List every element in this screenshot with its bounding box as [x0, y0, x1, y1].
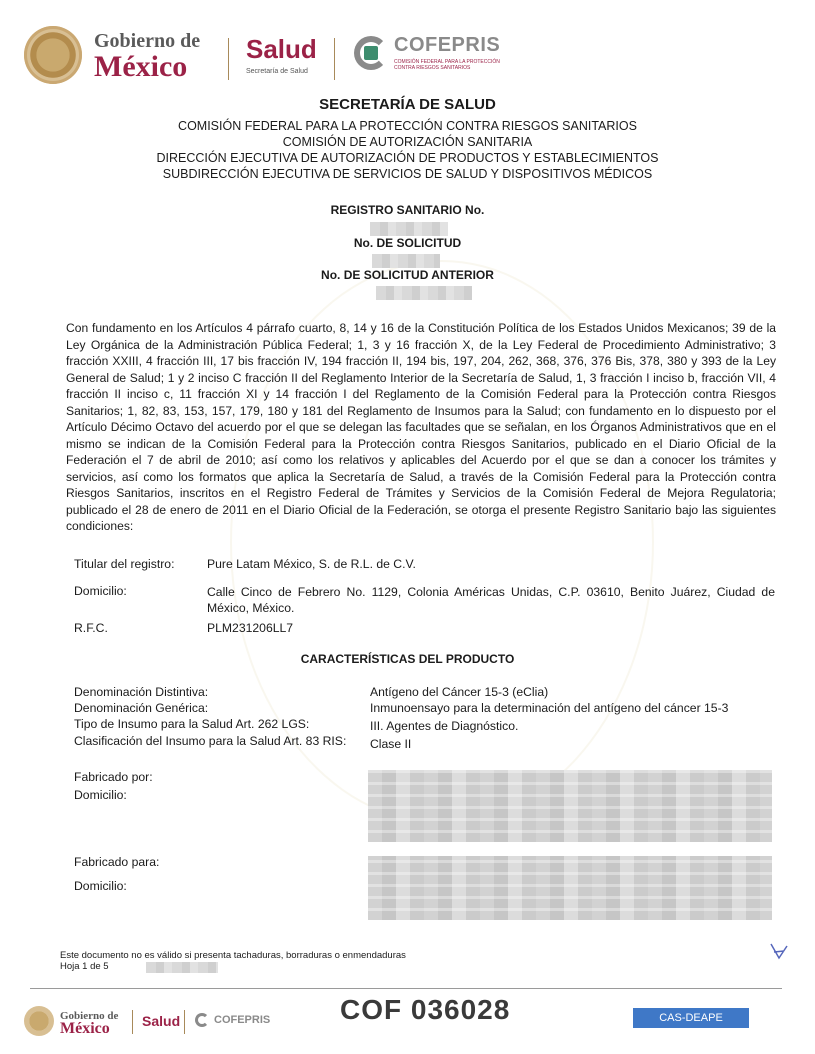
gobierno-logo: [16, 24, 326, 86]
redacted-solicitud: [372, 254, 440, 268]
footer-cofepris: COFEPRIS: [214, 1014, 271, 1026]
redacted-destinatario: [368, 856, 772, 920]
divider: [334, 38, 335, 80]
gob-line1: Gobierno de: [94, 30, 201, 52]
denominacion-generica-label: Denominación Genérica:: [74, 701, 209, 715]
heading-line-3: DIRECCIÓN EJECUTIVA DE AUTORIZACIÓN DE PRODUCTOS Y ESTABLECIMIENTOS: [156, 151, 659, 165]
cof-number: COF 036028: [340, 994, 511, 1025]
redacted-fabricante: [368, 770, 772, 842]
heading-line-1: COMISIÓN FEDERAL PARA LA PROTECCIÓN CONTRA RIESGOS SANITARIOS: [178, 119, 637, 133]
signature-mark-icon: [768, 940, 790, 962]
rfc-label: R.F.C.: [74, 621, 108, 635]
tipo-insumo-label: Tipo de Insumo para la Salud Art. 262 LGS:: [74, 717, 310, 731]
fabricado-por-label: Fabricado por:: [74, 770, 153, 784]
fabricado-para-label: Fabricado para:: [74, 855, 160, 869]
cofepris-text: COFEPRIS: [394, 34, 501, 56]
divider: [228, 38, 229, 80]
footer-divider: [30, 988, 782, 989]
denominacion-generica-value: Inmunoensayo para la determinación del antígeno del cáncer 15-3: [370, 701, 729, 715]
page-number: Hoja 1 de 5: [60, 961, 109, 972]
validity-text: Este documento no es válido si presenta tachaduras, borraduras o enmendaduras: [60, 950, 406, 961]
validity-note: [60, 950, 406, 972]
titular-label: Titular del registro:: [74, 557, 175, 571]
fabricado-por-domicilio-label: Domicilio:: [74, 788, 127, 802]
footer-cofepris-icon: [195, 1013, 209, 1027]
rfc-value: PLM231206LL7: [207, 621, 294, 635]
national-seal-icon: [24, 26, 82, 84]
redacted-registro: [370, 222, 448, 236]
cofepris-square-icon: [364, 46, 378, 60]
denominacion-distintiva-label: Denominación Distintiva:: [74, 685, 209, 699]
footer-divider-v: [132, 1010, 133, 1034]
domicilio-line2: México, México.: [207, 601, 295, 615]
cofepris-logo: [350, 32, 540, 76]
salud-logo: Salud: [246, 34, 317, 64]
redacted-solicitud-anterior: [376, 286, 472, 300]
cofepris-sub: COMISIÓN FEDERAL PARA LA PROTECCIÓN CONTRA RIESGOS SANITARIOS: [394, 59, 500, 71]
page-title: SECRETARÍA DE SALUD: [319, 96, 496, 113]
clasificacion-value: Clase II: [370, 737, 412, 751]
heading-line-2: COMISIÓN DE AUTORIZACIÓN SANITARIA: [282, 135, 533, 149]
registro-label: REGISTRO SANITARIO No.: [330, 203, 485, 217]
footer-gob-line2: México: [60, 1020, 110, 1037]
producto-heading: CARACTERÍSTICAS DEL PRODUCTO: [300, 652, 515, 666]
footer-seal-icon: [24, 1006, 54, 1036]
tipo-insumo-value: III. Agentes de Diagnóstico.: [370, 719, 519, 733]
solicitud-anterior-label: No. DE SOLICITUD ANTERIOR: [321, 268, 494, 282]
footer-salud: Salud: [142, 1013, 181, 1029]
denominacion-distintiva-value: Antígeno del Cáncer 15-3 (eClia): [370, 685, 549, 699]
heading-line-4: SUBDIRECCIÓN EJECUTIVA DE SERVICIOS DE SALUD Y DISPOSITIVOS MÉDICOS: [162, 167, 653, 181]
gob-line2: México: [94, 50, 188, 83]
fabricado-para-domicilio-label: Domicilio:: [74, 879, 127, 893]
footer-gob-line1: Gobierno de: [60, 1010, 119, 1022]
titular-value: Pure Latam México, S. de R.L. de C.V.: [207, 557, 416, 571]
salud-sub: Secretaría de Salud: [246, 68, 308, 75]
domicilio-label: Domicilio:: [74, 584, 127, 598]
domicilio-line1: Calle Cinco de Febrero No. 1129, Colonia Américas Unidas, C.P. 03610, Benito Juárez, Ciudad de: [207, 585, 775, 599]
clasificacion-label: Clasificación del Insumo para la Salud Art. 83 RIS:: [74, 734, 347, 748]
legal-paragraph: Con fundamento en los Artículos 4 párrafo cuarto, 8, 14 y 16 de la Constitución Política de los Estados Unidos Mexicanos; 39 de la Ley Orgánica de la Administración Pública Federal; 1, 3 y 16 fracción X, de la Ley Federal de Procedimiento Administrativo; 3 fracción XXIII, 4 fracción III, 17 bis fracción IV, 194 fracción II, 194 bis, 197, 204, 262, 368, 376, 376 Bis, 378, 380 y 393 de la Ley General de Salud; 1 y 2 inciso C fracción II del Reglamento Interior de la Secretaría de Salud, 1, 3 fracción I inciso b, fracción VII, 4 fracción II inciso c, 11 fracción XI y 14 fracción I del Reglamento de la Comisión Federal para la Protección contra Riesgos Sanitarios; 1, 82, 83, 153, 157, 179, 180 y 181 del Reglamento de Insumos para la Salud; con fundamento en lo dispuesto por el Artículo Décimo Octavo del acuerdo por el que se delegan las facultades que se señalan, en los Órganos Administrativos que en el mismo se indican de la Comisión Federal para la Protección contra Riesgos Sanitarios, publicado en el Diario Oficial de la Federación el 7 de abril de 2010; así como los relativos y aplicables del Acuerdo por el que se dan a conocer los trámites y servicios, así como los formatos que aplica la Secretaría de Salud, a través de la Comisión Federal para la Protección contra Riesgos Sanitarios, inscritos en el Registro Federal de Trámites y Servicios de la Comisión Federal de Mejora Regulatoria; publicado el 28 de enero de 2011 en el Diario Oficial de la Federación, se otorga el presente Registro Sanitario bajo las siguientes condiciones:: [66, 321, 776, 533]
solicitud-label: No. DE SOLICITUD: [353, 236, 462, 250]
cas-badge: CAS-DEAPE: [633, 1008, 749, 1028]
footer-divider-v: [184, 1010, 185, 1034]
redacted-footer-code: [146, 962, 218, 973]
